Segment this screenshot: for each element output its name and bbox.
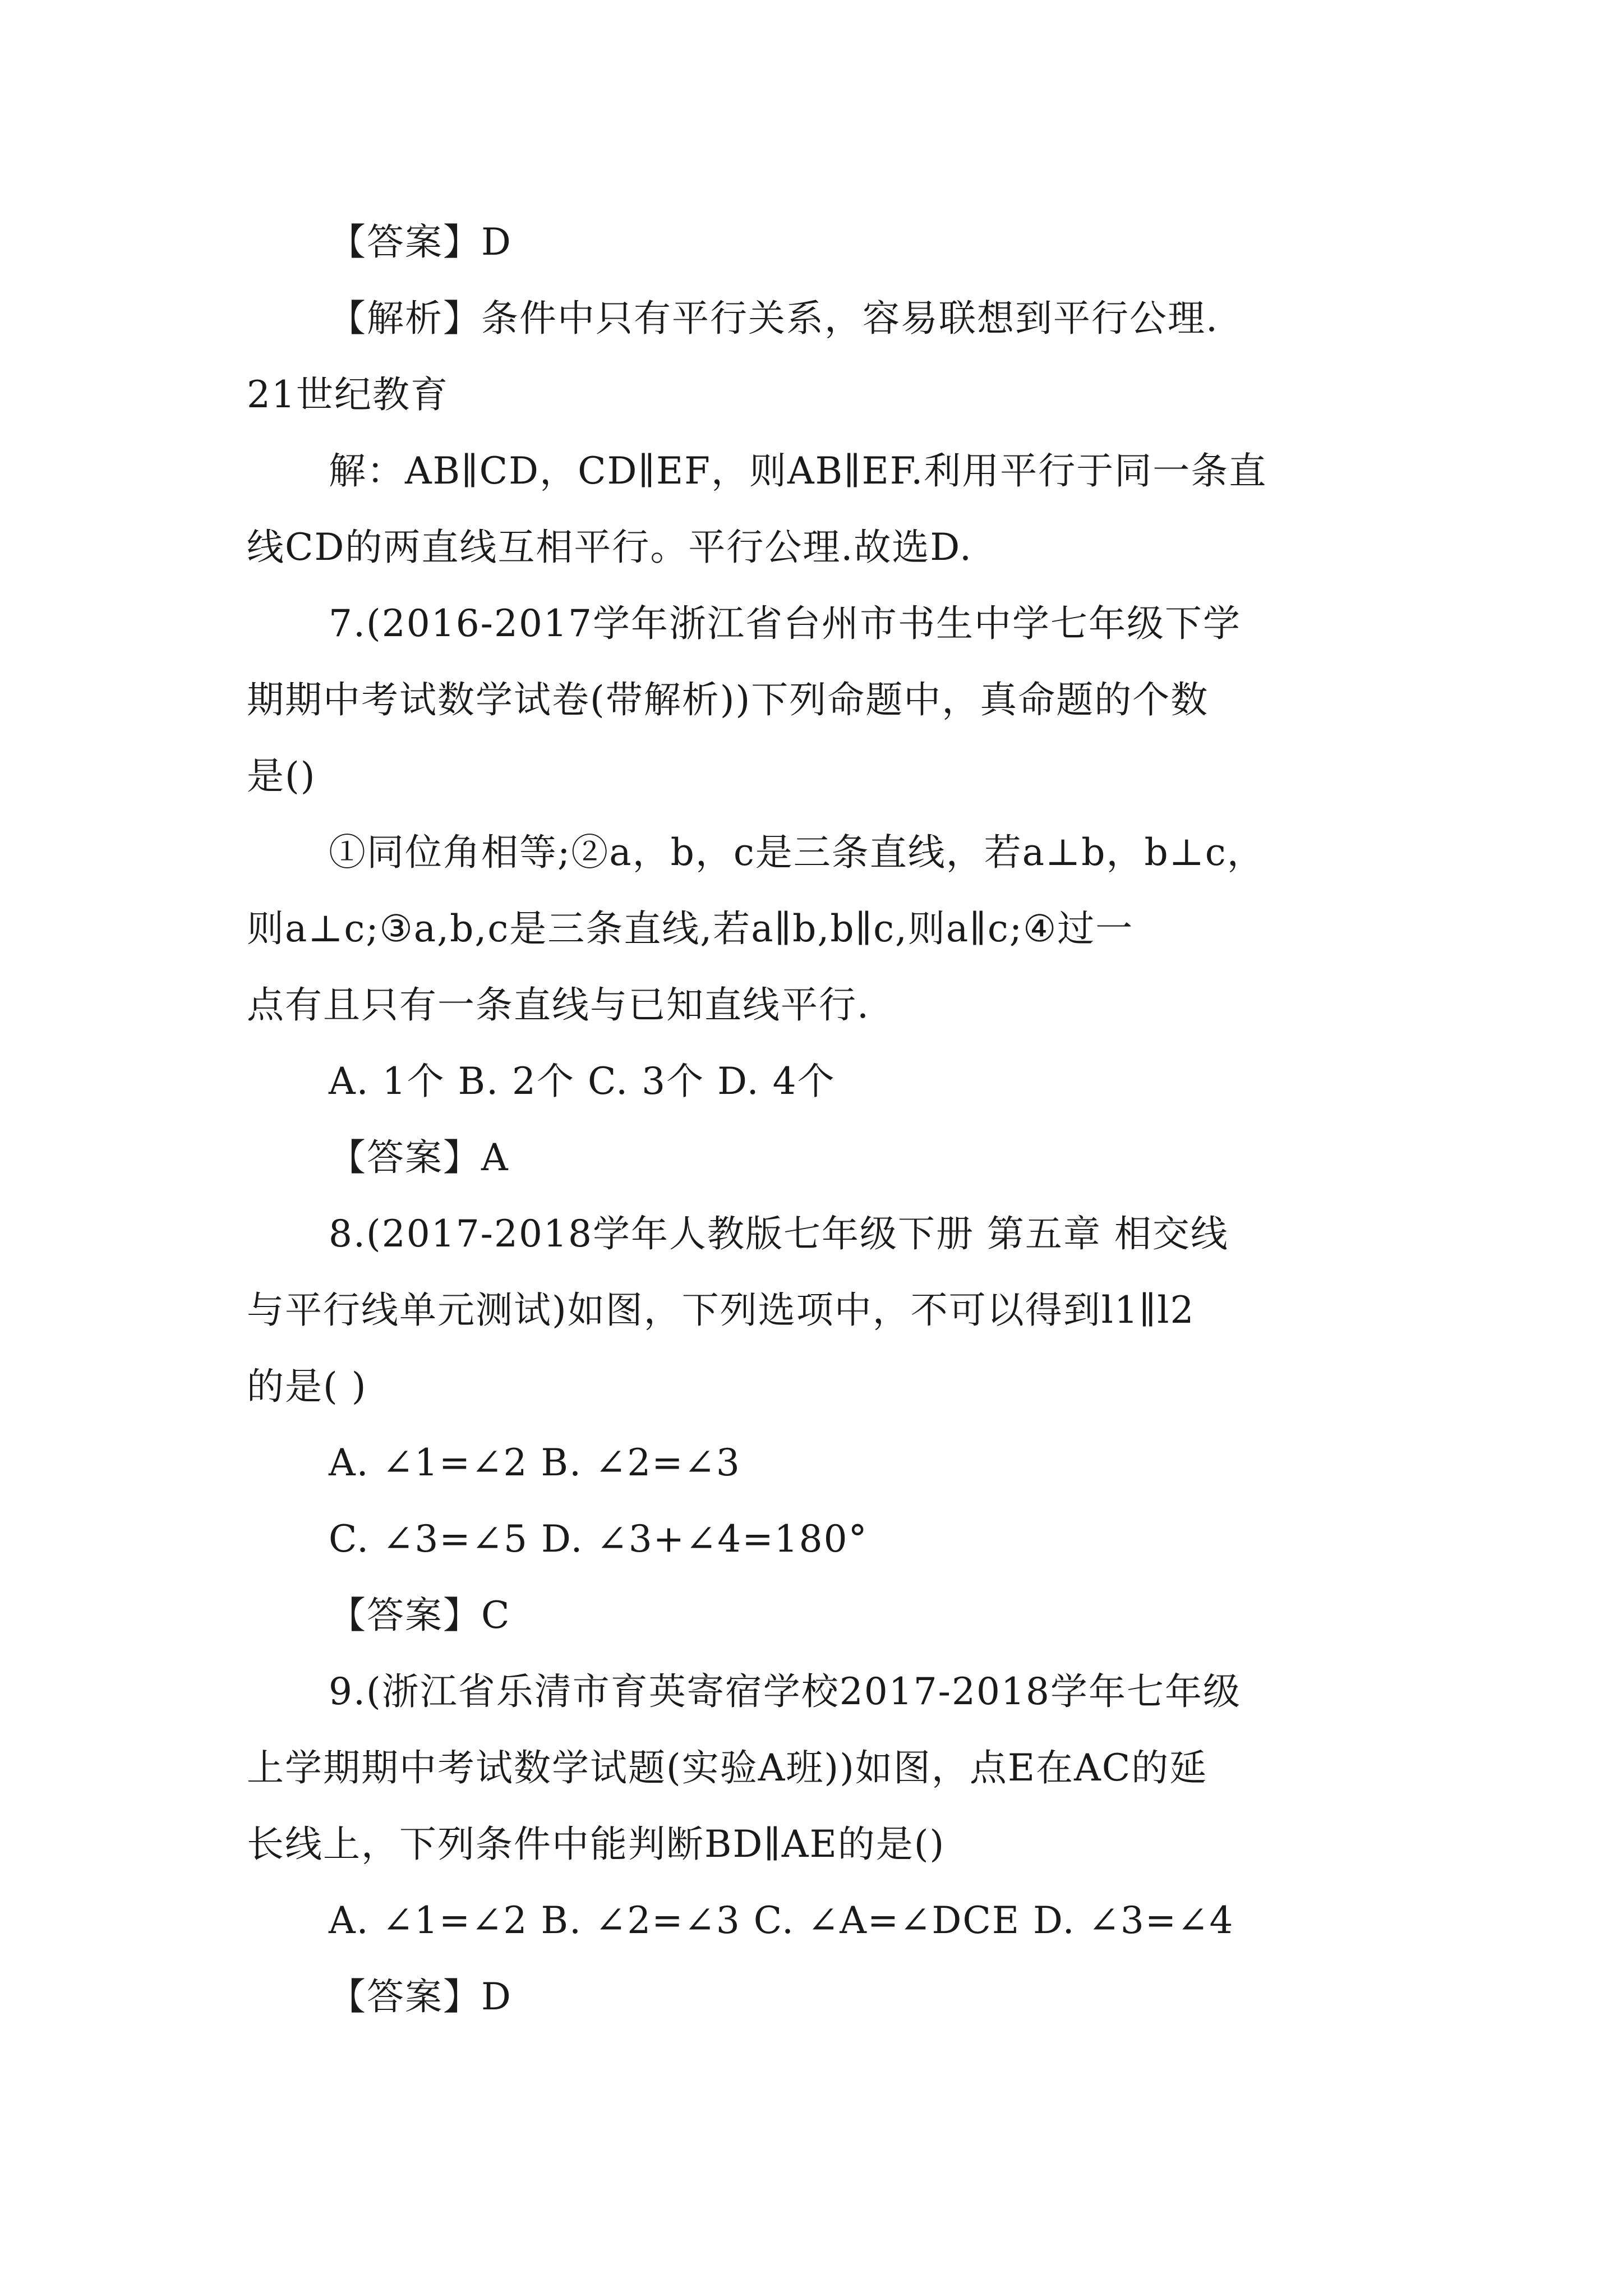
question-7-statements-line2: 则a⊥c;③a,b,c是三条直线,若a∥b,b∥c,则a∥c;④过一 bbox=[247, 907, 1134, 950]
question-9-line3: 长线上，下列条件中能判断BD∥AE的是() bbox=[247, 1823, 946, 1866]
answer-q9: 【答案】D bbox=[329, 1975, 512, 2018]
question-7-line2: 期期中考试数学试卷(带解析))下列命题中，真命题的个数 bbox=[247, 678, 1209, 721]
answer-q7: 【答案】A bbox=[329, 1136, 509, 1179]
analysis-q6: 【解析】条件中只有平行关系，容易联想到平行公理. bbox=[329, 297, 1219, 340]
question-8-line1: 8.(2017-2018学年人教版七年级下册 第五章 相交线 bbox=[329, 1212, 1229, 1255]
question-9-line1: 9.(浙江省乐清市育英寄宿学校2017-2018学年七年级 bbox=[329, 1670, 1241, 1713]
answer-q8: 【答案】C bbox=[329, 1594, 511, 1637]
source-watermark-text: 21世纪教育 bbox=[247, 373, 449, 416]
solution-q6-line2: 线CD的两直线互相平行。平行公理.故选D. bbox=[247, 526, 972, 569]
question-7-statements-line1: ①同位角相等;②a，b，c是三条直线，若a⊥b，b⊥c， bbox=[329, 831, 1265, 874]
answer-q6: 【答案】D bbox=[329, 220, 512, 264]
question-9-options: A. ∠1=∠2 B. ∠2=∠3 C. ∠A=∠DCE D. ∠3=∠4 bbox=[329, 1899, 1234, 1942]
question-8-line2: 与平行线单元测试)如图，下列选项中，不可以得到l1∥l2 bbox=[247, 1289, 1195, 1332]
question-7-line1: 7.(2016-2017学年浙江省台州市书生中学七年级下学 bbox=[329, 602, 1241, 645]
question-8-options-ab: A. ∠1=∠2 B. ∠2=∠3 bbox=[329, 1441, 741, 1484]
question-7-line3: 是() bbox=[247, 754, 316, 798]
solution-q6-line1: 解：AB∥CD，CD∥EF，则AB∥EF.利用平行于同一条直 bbox=[329, 449, 1267, 493]
question-8-options-cd: C. ∠3=∠5 D. ∠3+∠4=180° bbox=[329, 1517, 868, 1561]
question-7-options: A. 1个 B. 2个 C. 3个 D. 4个 bbox=[329, 1060, 836, 1103]
question-8-line3: 的是( ) bbox=[247, 1365, 367, 1408]
question-7-statements-line3: 点有且只有一条直线与已知直线平行. bbox=[247, 983, 870, 1027]
question-9-line2: 上学期期中考试数学试题(实验A班))如图，点E在AC的延 bbox=[247, 1746, 1208, 1789]
